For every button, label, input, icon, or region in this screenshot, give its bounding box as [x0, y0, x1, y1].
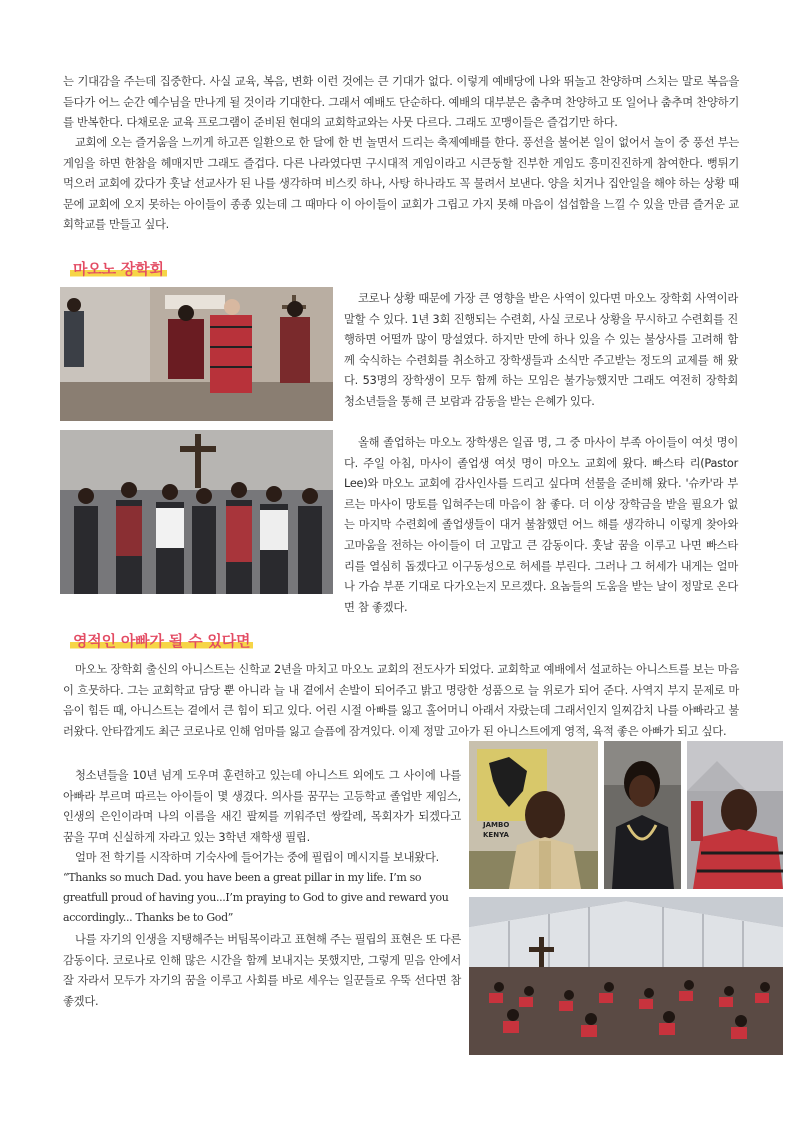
scholarship-heading: 마오노 장학회 [70, 258, 167, 279]
photo-church-congregation [469, 897, 783, 1055]
spiritual-dad-paragraph-3: 얼마 전 학기를 시작하며 기숙사에 들어가는 중에 필립이 메시지를 보내왔다. [75, 851, 439, 864]
philip-message-quote: “Thanks so much Dad. you have been a great pillar in my life. I’m so greatfull proud of having you...I’m praying to God to give and reward you accordingly... Thanks be to God” [63, 871, 449, 924]
photo-graduates-group [60, 430, 333, 594]
spiritual-dad-paragraph-2: 청소년들을 10년 넘게 도우며 훈련하고 있는데 아니스트 외에도 그 사이에 나를 아빠라 부르며 따르는 아이들이 몇 생겼다. 의사를 꿈꾸는 고등학교 졸업반 제임스, 인생의 은인이라며 나의 이름을 새긴 팔찌를 끼워주던 쌍칼레, 목회자가 되겠다고 꿈을 꾸며 신실하게 자라고 있는 3학년 재학생 필립. [63, 769, 461, 844]
photo-woman-portrait [604, 741, 681, 889]
intro-paragraph-2: 교회에 오는 즐거움을 느끼게 하고픈 일환으로 한 달에 한 번 놀면서 드리는 축제예배를 한다. 풍선을 불어본 일이 없어서 놀이 중 풍선 부는 게임을 하면 한참을 헤매지만 그래도 즐겁다. 다른 나라였다면 구시대적 게임이라고 시큰둥할 진부한 게임도 흥미진진하게 참여한다. 뻥튀기 먹으러 교회에 갔다가 훗날 선교사가 된 나를 생각하며 비스킷 하나, 사탕 하나라도 꼭 물려서 보낸다. 양을 치거나 집안일을 해야 하는 상황 때문에 교회에 오지 못하는 아이들이 종종 있는데 그 때마다 이 아이들이 교회가 그립고 가지 못해 마음이 섭섭함을 느낄 수 있을 만큼 즐거운 교회학교를 만들고 싶다. [63, 136, 739, 232]
spiritual-dad-paragraph-4: 나를 자기의 인생을 지탱해주는 버팀목이라고 표현해 주는 필립의 표현은 또 다른 감동이다. 코로나로 인해 많은 시간을 함께 보내지는 못했지만, 그렇게 믿음 안에서 잘 자라서 모두가 자기의 꿈을 이루고 사회를 바로 세우는 일꾼들로 우뚝 선다면 참 좋겠다. [63, 933, 461, 1008]
spiritual-dad-paragraph-1: 마오노 장학회 출신의 아니스트는 신학교 2년을 마치고 마오노 교회의 전도사가 되었다. 교회학교 예배에서 설교하는 아니스트를 보는 마음이 흐뭇하다. 그는 교회학교 담당 뿐 아니라 늘 내 곁에서 손발이 되어주고 밝고 명랑한 성품으로 늘 위로가 되어 준다. 사역지 부지 문제로 마음이 힘든 때, 아니스트는 곁에서 큰 힘이 되고 있다. 어린 시절 아빠를 잃고 홀어머니 아래서 자랐는데 그래서인지 일찌감치 나를 아빠라고 불러왔다. 안타깝게도 최근 코로나로 인해 엄마를 잃고 슬픔에 잠겨있다. 이제 정말 고아가 된 아니스트에게 영적, 육적 좋은 아빠가 되고 싶다. [63, 663, 739, 738]
scholarship-paragraph-1: 코로나 상황 때문에 가장 큰 영향을 받은 사역이 있다면 마오노 장학회 사역이라 말할 수 있다. 1년 3회 진행되는 수련회, 사실 코로나 상황을 무시하고 수련회를 진행하면 어떨까 많이 망설였다. 하지만 만에 하나 있을 수 있는 불상사를 고려해 함께 숙식하는 수련회를 취소하고 장학생들과 소식만 주고받는 정도의 교제를 해 왔다. 53명의 장학생이 모두 함께 하는 모임은 불가능했지만 그래도 여전히 장학회 청소년들을 통해 큰 보람과 감동을 받는 은혜가 있다. [344, 292, 738, 408]
photo-maasai-man-portrait [687, 741, 783, 889]
photo-aniste-portrait [469, 741, 598, 889]
sign-text-kenya: KENYA [483, 831, 509, 839]
photo-cloak-presentation [60, 287, 333, 421]
spiritual-dad-heading: 영적인 아빠가 될 수 있다면 [70, 630, 253, 651]
sign-text-jambo: JAMBO [483, 821, 510, 829]
scholarship-paragraph-2: 올해 졸업하는 마오노 장학생은 일곱 명, 그 중 마사이 부족 아이들이 여섯 명이다. 주일 아침, 마사이 졸업생 여섯 명이 마오노 교회에 왔다. 빠스타 리(Pastor Lee)와 마오노 교회에 감사인사를 드리고 싶다며 선물을 준비해 왔다. '슈카'라 부르는 마사이 망토를 입혀주는데 마음이 참 좋다. 더 이상 장학금을 받을 필요가 없는 마지막 수련회에 졸업생들이 대거 불참했던 어느 해를 생각하니 이렇게 찾아와 고마움을 전하는 아이들이 더 고맙고 큰 감동이다. 훗날 꿈을 이루고 나면 빠스타 리를 열심히 돕겠다고 이구동성으로 허세를 부린다. 그러나 그 허세가 내게는 얼마나 가슴 부푼 기대로 다가오는지 모르겠다. 요놈들의 도움을 받는 날이 정말로 온다면 참 좋겠다. [344, 436, 738, 614]
intro-paragraph-1: 는 기대감을 주는데 집중한다. 사실 교육, 복음, 변화 이런 것에는 큰 기대가 없다. 이렇게 예배당에 나와 뛰놀고 찬양하며 스치는 말로 복음을 듣다가 어느 순간 예수님을 만나게 될 것이라 기대한다. 그래서 예배도 단순하다. 예배의 대부분은 춤추며 찬양하고 또 일어나 춤추며 찬양하기를 반복한다. 다채로운 교육 프로그램이 준비된 현대의 교회학교와는 사뭇 다르다. 그래도 꼬맹이들은 즐겁기만 하다. [63, 75, 739, 130]
